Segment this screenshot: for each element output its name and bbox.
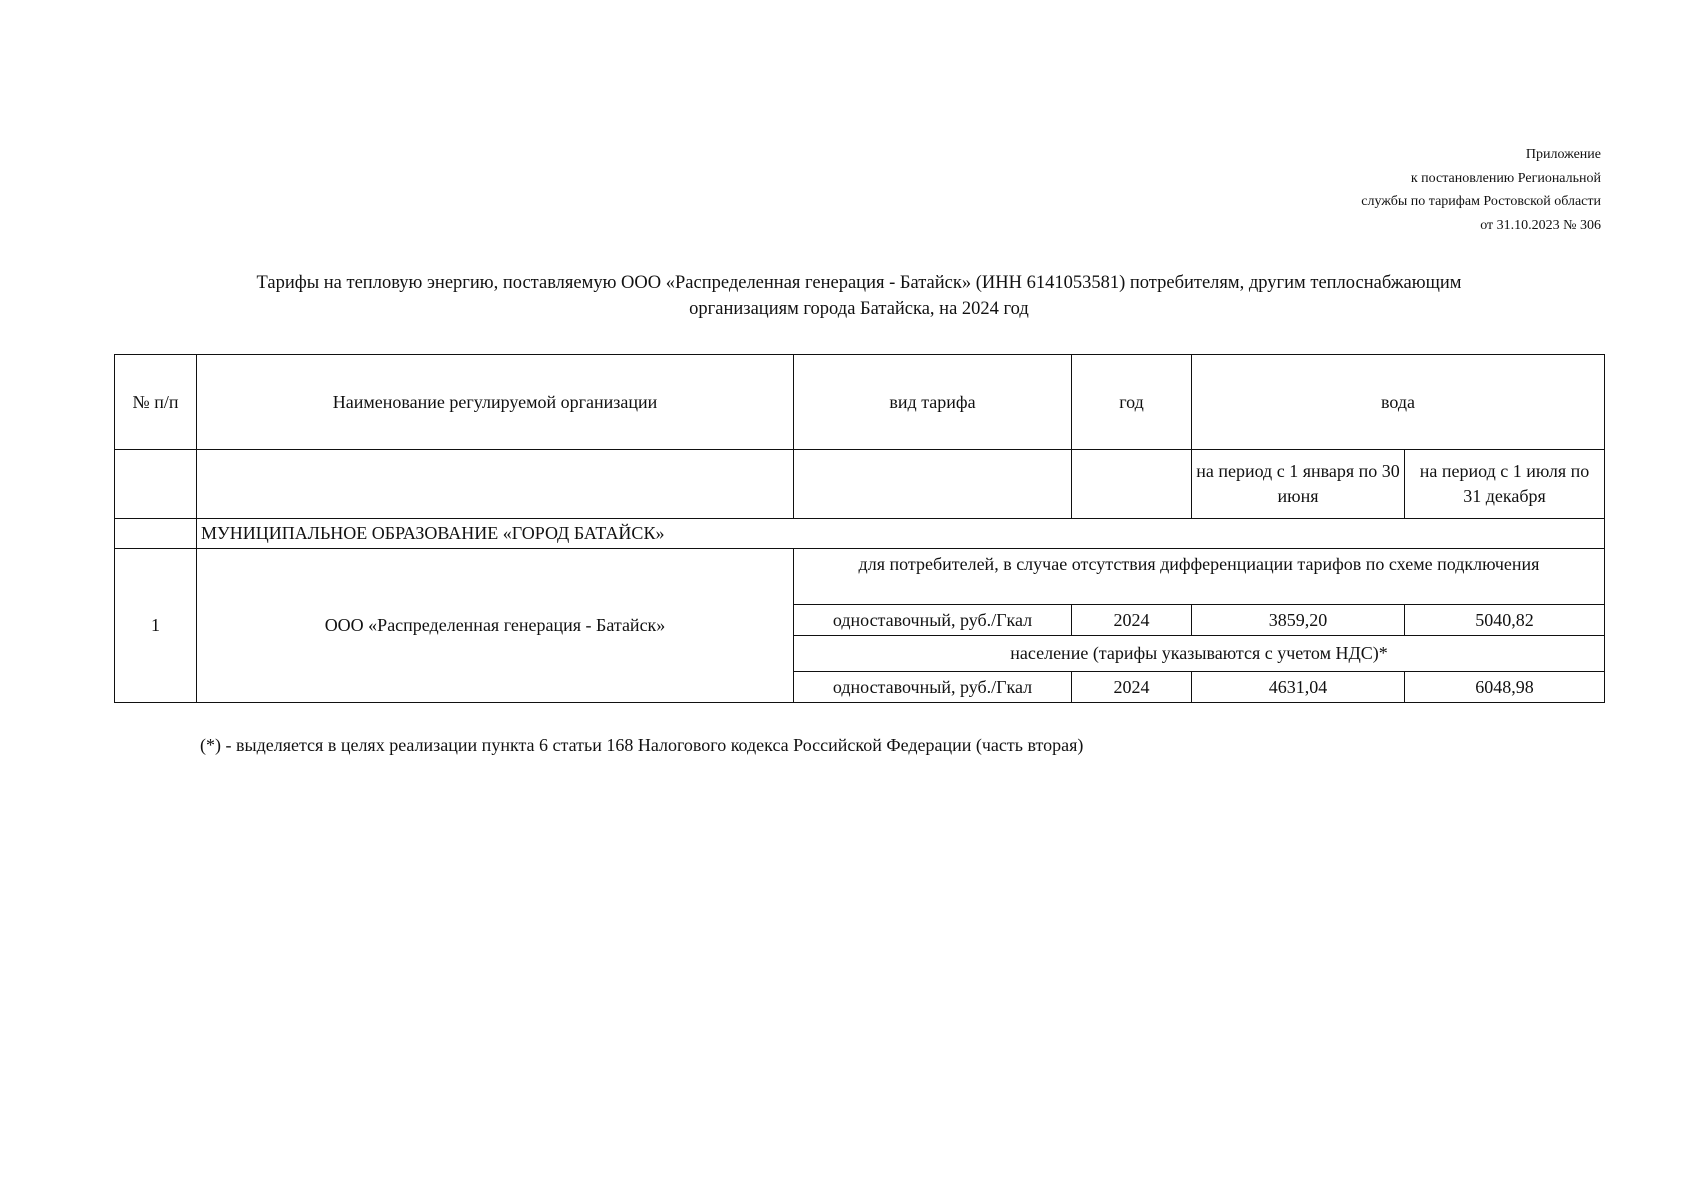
municipality-row xyxy=(115,519,1605,549)
header-tariff-type: вид тарифа xyxy=(794,355,1072,450)
period-2-value: 6048,98 xyxy=(1405,672,1605,703)
table-row xyxy=(115,549,1605,605)
approval-line-2: к постановлению Региональной xyxy=(1410,170,1601,186)
empty-cell xyxy=(115,450,197,519)
row-num: 1 xyxy=(115,549,197,703)
municipality-name: МУНИЦИПАЛЬНОЕ ОБРАЗОВАНИЕ «ГОРОД БАТАЙСК» xyxy=(197,519,1605,549)
header-water: вода xyxy=(1192,355,1605,450)
header-period-row xyxy=(115,450,1605,519)
group-population-label: население (тарифы указываются с учетом НДС)* xyxy=(794,636,1605,672)
document-title xyxy=(115,270,1603,322)
period-1-value: 3859,20 xyxy=(1192,605,1405,636)
approval-block xyxy=(1361,143,1601,237)
header-period-1: на период с 1 января по 30 июня xyxy=(1192,450,1405,519)
title-line-1: Тарифы на тепловую энергию, поставляемую ООО «Распределенная генерация - Батайск» (ИНН 6141053581) потребителям, другим теплоснабжающим xyxy=(256,273,1462,293)
approval-line-4: от 31.10.2023 № 306 xyxy=(1480,217,1601,233)
approval-line-1: Приложение xyxy=(1525,147,1601,162)
year-cell: 2024 xyxy=(1072,605,1192,636)
row-org-name: ООО «Распределенная генерация - Батайск» xyxy=(197,549,794,703)
header-year: год xyxy=(1072,355,1192,450)
header-row xyxy=(115,355,1605,450)
title-line-2: организациям города Батайска, на 2024 год xyxy=(689,299,1029,319)
group-consumers-label: для потребителей, в случае отсутствия дифференциации тарифов по схеме подключения xyxy=(794,549,1605,605)
empty-cell xyxy=(197,450,794,519)
empty-cell xyxy=(115,519,197,549)
empty-cell xyxy=(1072,450,1192,519)
empty-cell xyxy=(794,450,1072,519)
tariff-table xyxy=(114,354,1605,703)
header-num: № п/п xyxy=(115,355,197,450)
header-period-2: на период с 1 июля по 31 декабря xyxy=(1405,450,1605,519)
tariff-type-cell: одноставочный, руб./Гкал xyxy=(794,672,1072,703)
year-cell: 2024 xyxy=(1072,672,1192,703)
period-1-value: 4631,04 xyxy=(1192,672,1405,703)
period-2-value: 5040,82 xyxy=(1405,605,1605,636)
footnote: (*) - выделяется в целях реализации пункта 6 статьи 168 Налогового кодекса Российской Федерации (часть вторая) xyxy=(200,735,1084,755)
tariff-type-cell: одноставочный, руб./Гкал xyxy=(794,605,1072,636)
header-org-name: Наименование регулируемой организации xyxy=(197,355,794,450)
approval-line-3: службы по тарифам Ростовской области xyxy=(1361,194,1601,209)
